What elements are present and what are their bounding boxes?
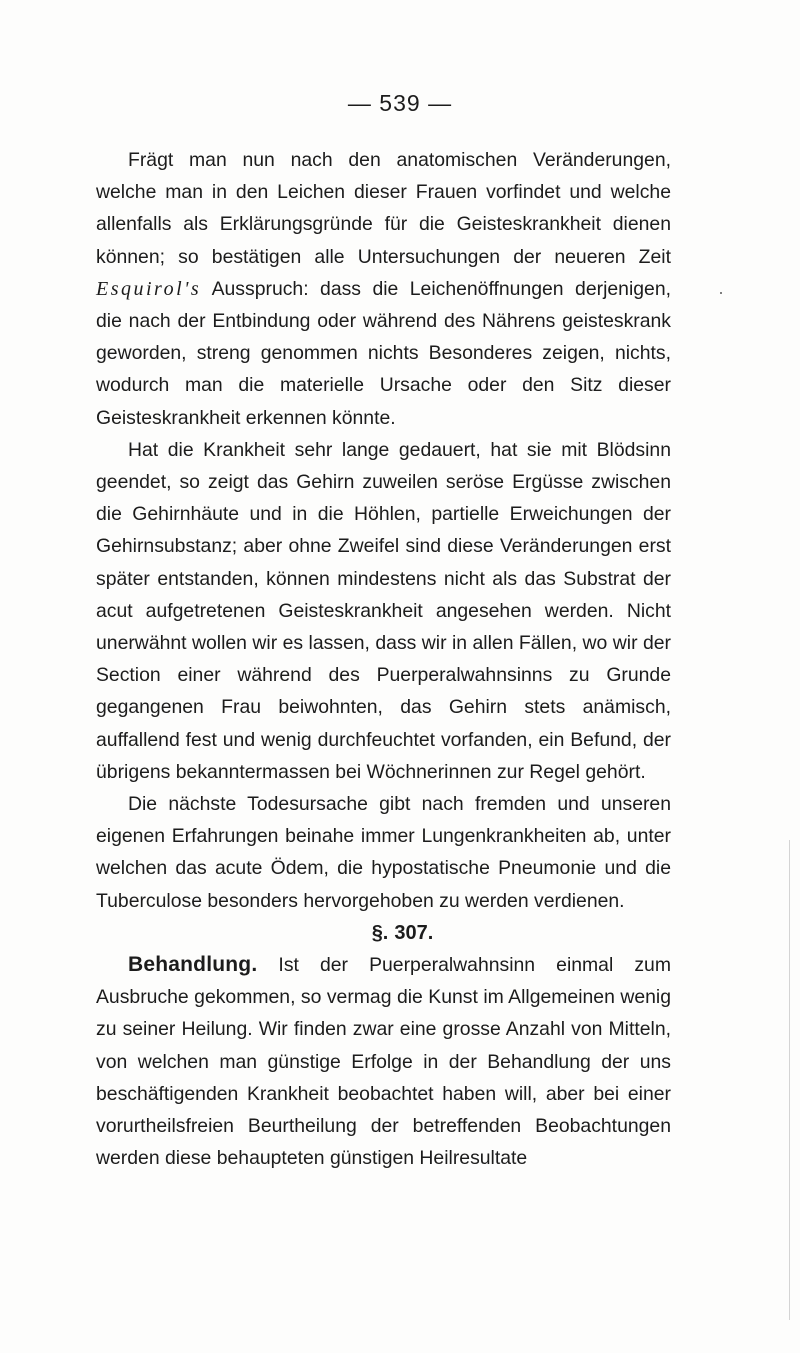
section-symbol: §. xyxy=(371,921,389,944)
paragraph-4-text: Ist der Puerperalwahnsinn einmal zum Ausbruche gekommen, so vermag die Kunst im Allgemeinen wenig zu seiner Heilung. Wir finden zwar eine grosse Anzahl von Mitteln, von welchen man günstige Erfolge in der Behandlung der uns beschäftigenden Krankheit beobachtet haben will, aber bei einer vorurtheilsfreien Beurtheilung der betreffenden Beobachtungen werden diese behaupteten günstigen Heilresultate xyxy=(96,954,671,1170)
paragraph-treatment xyxy=(96,949,671,1174)
section-heading xyxy=(96,917,671,949)
margin-speck xyxy=(720,292,722,294)
page-edge-shadow xyxy=(789,840,790,1320)
section-number: 307. xyxy=(394,921,434,944)
author-name-esquirol: Esquirol's xyxy=(96,277,202,300)
paragraph-long-duration: Hat die Krankheit sehr lange gedauert, hat sie mit Blödsinn geendet, so zeigt das Gehirn zuweilen seröse Ergüsse zwischen die Gehirnhäute und in die Höhlen, partielle Erweichungen der Gehirnsubstanz; aber ohne Zweifel sind diese Veränderungen erst später entstanden, können mindestens nicht als das Substrat der acut aufgetretenen Geisteskrankheit angesehen werden. Nicht unerwähnt wollen wir es lassen, dass wir in allen Fällen, wo wir der Section einer während des Puerperalwahnsinns zu Grunde gegangenen Frau beiwohnten, das Gehirn stets anämisch, auffallend fest und wenig durchfeuchtet vorfanden, ein Befund, der übrigens bekanntermassen bei Wöchnerinnen zur Regel gehört. xyxy=(96,438,671,783)
body-text xyxy=(96,144,671,1175)
paragraph-1-text-b: Ausspruch: dass die Leichenöffnungen derjenigen, die nach der Entbindung oder während des Nährens geisteskrank geworden, streng genommen nichts Besonderes zeigen, nichts, wodurch man die materielle Ursache oder den Sitz dieser Geisteskrankheit erkennen könnte. xyxy=(96,277,671,429)
paragraph-1-text-a: Frägt man nun nach den anatomischen Veränderungen, welche man in den Leichen dieser Frauen vorfindet und welche allenfalls als Erklärungsgründe für die Geisteskrankheit dienen können; so bestätigen alle Untersuchungen der neueren Zeit xyxy=(96,149,671,268)
paragraph-cause-of-death: Die nächste Todesursache gibt nach fremden und unseren eigenen Erfahrungen beinahe immer Lungenkrankheiten ab, unter welchen das acute Ödem, die hypostatische Pneumonie und die Tuberculose besonders hervorgehoben zu werden verdienen. xyxy=(96,793,671,912)
paragraph-anatomical-changes xyxy=(96,144,671,434)
treatment-heading: Behandlung. xyxy=(128,953,258,977)
page-number: — 539 — xyxy=(347,90,453,116)
